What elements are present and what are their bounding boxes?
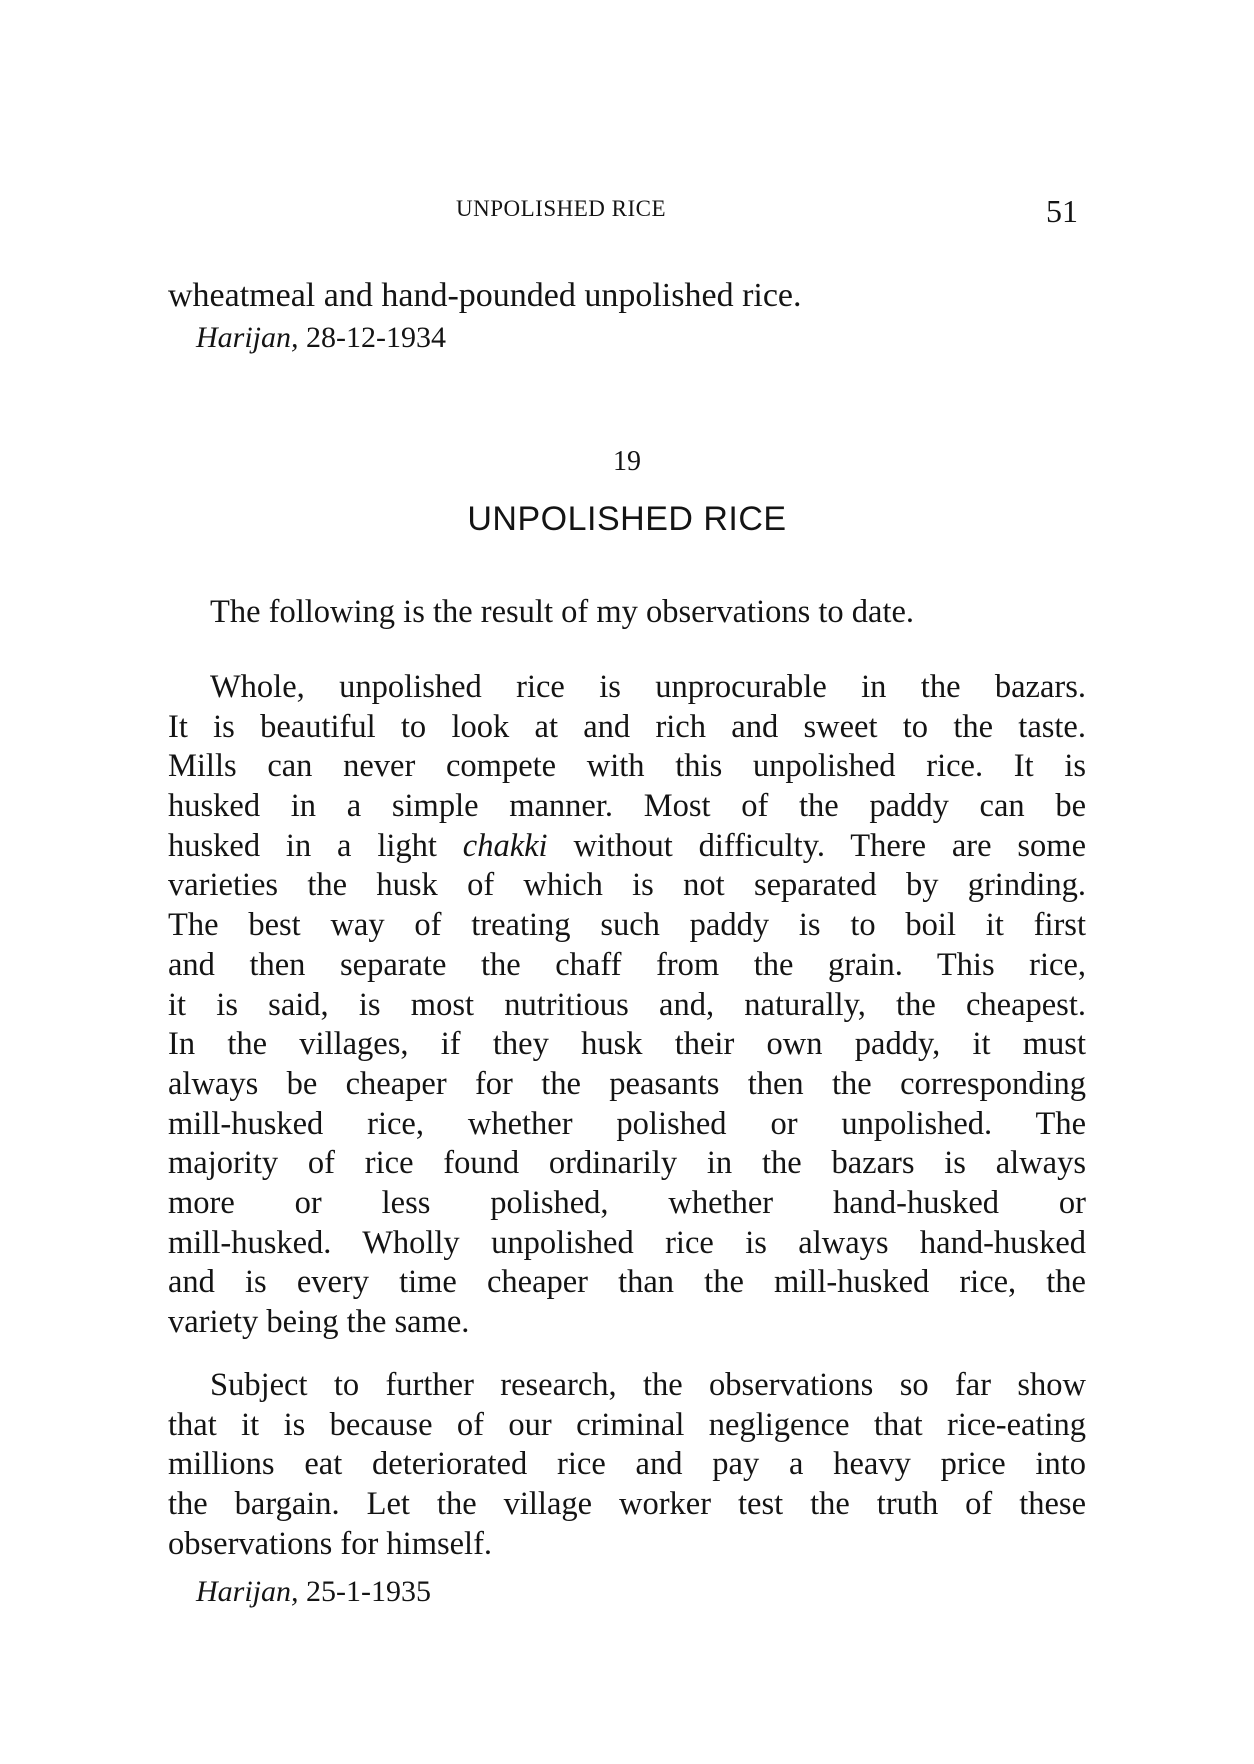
paragraph-line: It is beautiful to look at and rich and sweet to the taste. xyxy=(168,708,1086,745)
paragraph-line: that it is because of our criminal negligence that rice-eating xyxy=(168,1406,1086,1443)
paragraph-line: more or less polished, whether hand-husked or xyxy=(168,1184,1086,1221)
paragraph-line: Mills can never compete with this unpolished rice. It is xyxy=(168,748,1086,785)
paragraph-line: In the villages, if they husk their own paddy, it must xyxy=(168,1026,1086,1063)
paragraph-line: varieties the husk of which is not separated by grinding. xyxy=(168,867,1086,904)
line-segment: without difficulty. There are some xyxy=(547,827,1086,864)
intro-sentence: The following is the result of my observations to date. xyxy=(210,594,915,630)
paragraph-line: majority of rice found ordinarily in the bazars is always xyxy=(168,1145,1086,1182)
paragraph-line: variety being the same. xyxy=(168,1304,470,1340)
page-number: 51 xyxy=(1046,193,1078,229)
chapter-number: 19 xyxy=(613,446,641,477)
paragraph-line: Subject to further research, the observations so far show xyxy=(210,1367,1086,1403)
paragraph-line-with-italic xyxy=(168,827,1086,867)
citation-source: Harijan, xyxy=(196,1575,299,1608)
italic-term: chakki xyxy=(462,827,548,864)
paragraph-line: the bargain. Let the village worker test the truth of these xyxy=(168,1486,1086,1523)
closing-citation xyxy=(196,1572,431,1612)
chapter-title: UNPOLISHED RICE xyxy=(467,500,787,538)
paragraph-line: and then separate the chaff from the grain. This rice, xyxy=(168,946,1086,983)
carryover-line: wheatmeal and hand-pounded unpolished rice. xyxy=(168,277,802,314)
paragraph-line: mill-husked. Wholly unpolished rice is always hand-husked xyxy=(168,1224,1086,1261)
paragraph-1 xyxy=(168,668,1086,1343)
paragraph-line: and is every time cheaper than the mill-husked rice, the xyxy=(168,1264,1086,1301)
running-title: UNPOLISHED RICE xyxy=(456,196,667,221)
paragraph-2 xyxy=(168,1366,1086,1564)
paragraph-line: husked in a simple manner. Most of the paddy can be xyxy=(168,788,1086,825)
paragraph-line: it is said, is most nutritious and, naturally, the cheapest. xyxy=(168,986,1086,1023)
citation-date: 25-1-1935 xyxy=(306,1575,431,1608)
paragraph-line: millions eat deteriorated rice and pay a heavy price into xyxy=(168,1446,1086,1483)
citation-source: Harijan, xyxy=(196,321,299,354)
paragraph-line: observations for himself. xyxy=(168,1525,493,1562)
paragraph-line: Whole, unpolished rice is unprocurable in the bazars. xyxy=(210,669,1086,705)
paragraph-line: The best way of treating such paddy is to boil it first xyxy=(168,907,1086,944)
carryover-citation xyxy=(196,318,446,358)
paragraph-line: always be cheaper for the peasants then the corresponding xyxy=(168,1065,1086,1102)
paragraph-line: mill-husked rice, whether polished or unpolished. The xyxy=(168,1105,1086,1142)
line-segment: husked in a light xyxy=(168,827,463,864)
citation-date: 28-12-1934 xyxy=(306,321,446,354)
